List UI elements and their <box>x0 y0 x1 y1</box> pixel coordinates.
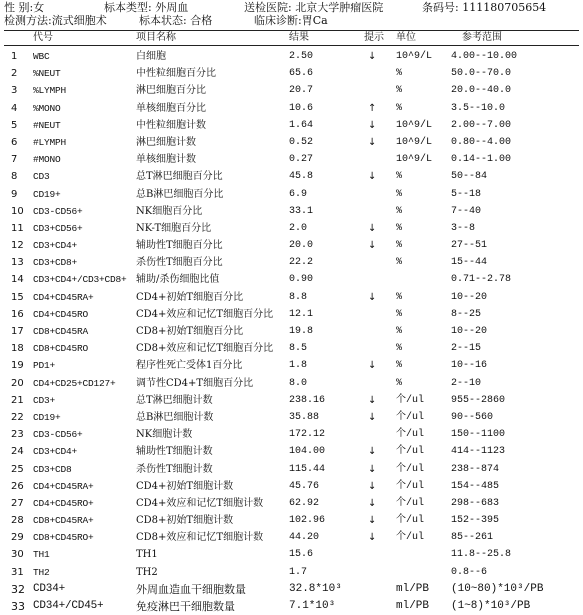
result-flag: ↓ <box>368 394 377 406</box>
row-number: 4 <box>11 102 18 114</box>
row-number: 6 <box>11 136 18 148</box>
result-unit: % <box>396 85 403 97</box>
item-code: TH2 <box>33 566 50 578</box>
result-unit: % <box>396 291 403 303</box>
reference-range: 3--8 <box>451 222 476 234</box>
table-row <box>0 271 583 288</box>
row-number: 33 <box>11 600 25 613</box>
item-code: TH1 <box>33 549 50 561</box>
item-name: 杀伤性T细胞百分比 <box>136 257 223 269</box>
result-flag: ↓ <box>368 171 377 183</box>
result-value: 7.1*10³ <box>289 600 336 612</box>
row-number: 31 <box>11 566 24 578</box>
table-row <box>0 220 583 237</box>
item-name: CD8+初始T细胞百分比 <box>136 326 244 337</box>
row-number: 30 <box>11 549 24 561</box>
item-name: CD8+效应和记忆T细胞百分比 <box>136 343 274 355</box>
result-value: 104.00 <box>289 446 326 458</box>
row-number: 3 <box>11 85 18 97</box>
row-number: 12 <box>11 240 24 252</box>
reference-range: 955--2860 <box>451 394 506 406</box>
table-row <box>0 443 583 460</box>
result-unit: ml/PB <box>396 600 430 612</box>
row-number: 9 <box>11 188 18 200</box>
item-code: CD4+CD45RA+ <box>33 291 94 303</box>
table-row <box>0 392 583 409</box>
row-number: 19 <box>11 360 24 372</box>
table-row <box>0 375 583 392</box>
diagnosis-field: 临床诊断:胃Ca <box>254 14 328 27</box>
item-name: NK-T细胞百分比 <box>136 222 212 234</box>
table-row <box>0 168 583 185</box>
row-number: 7 <box>11 154 18 166</box>
item-name: 总B淋巴细胞计数 <box>136 411 214 423</box>
result-value: 238.16 <box>289 394 326 406</box>
result-value: 45.76 <box>289 480 320 492</box>
row-number: 32 <box>11 582 25 596</box>
result-unit: % <box>396 377 403 389</box>
item-name: 白细胞 <box>136 51 166 62</box>
col-reference: 参考范围 <box>462 32 502 43</box>
item-name: 中性粒细胞百分比 <box>136 68 216 80</box>
result-value: 2.50 <box>289 51 314 62</box>
reference-range: 150--1100 <box>451 429 506 441</box>
item-code: CD4+CD25+CD127+ <box>33 377 116 389</box>
result-value: 32.8*10³ <box>289 582 342 595</box>
reference-range: 0.8--6 <box>451 566 488 578</box>
table-row <box>0 409 583 426</box>
reference-range: 2.00--7.00 <box>451 119 512 131</box>
item-name: 外周血造血干细胞数量 <box>136 582 246 596</box>
row-number: 1 <box>11 51 18 62</box>
item-code: WBC <box>33 51 50 62</box>
row-number: 13 <box>11 257 24 269</box>
reference-range: 20.0--40.0 <box>451 85 512 97</box>
item-code: CD3-CD56+ <box>33 205 83 217</box>
item-name: TH1 <box>136 549 158 561</box>
reference-range: 10--20 <box>451 291 488 303</box>
item-name: 辅助性T细胞百分比 <box>136 240 223 252</box>
result-value: 6.9 <box>289 188 308 200</box>
item-code: CD3+CD8+ <box>33 257 78 269</box>
item-code: %MONO <box>33 102 61 114</box>
result-value: 22.2 <box>289 257 314 269</box>
reference-range: 238--874 <box>451 463 500 475</box>
result-unit: 个/ul <box>396 463 425 475</box>
result-value: 115.44 <box>289 463 326 475</box>
item-code: CD19+ <box>33 411 61 423</box>
table-row <box>0 529 583 546</box>
result-value: 172.12 <box>289 429 326 441</box>
result-flag: ↓ <box>368 497 377 509</box>
result-value: 0.52 <box>289 136 314 148</box>
item-code: CD8+CD45RA+ <box>33 515 94 527</box>
result-value: 44.20 <box>289 532 320 544</box>
table-row <box>0 254 583 271</box>
result-unit: % <box>396 68 403 80</box>
item-name: CD4+初始T细胞百分比 <box>136 291 244 303</box>
row-number: 15 <box>11 291 24 303</box>
method-field: 检测方法:流式细胞术 <box>4 14 107 27</box>
barcode-field: 条码号: 111180705654 <box>422 1 547 14</box>
item-code: #LYMPH <box>33 136 67 148</box>
table-row <box>0 237 583 254</box>
row-number: 14 <box>11 274 24 286</box>
result-unit: 个/ul <box>396 497 425 509</box>
item-name: CD8+效应和记忆T细胞计数 <box>136 532 264 544</box>
row-number: 21 <box>11 394 24 406</box>
result-unit: 个/ul <box>396 411 425 423</box>
item-code: CD34+/CD45+ <box>33 600 104 612</box>
col-flag: 提示 <box>364 32 384 43</box>
table-row <box>0 546 583 563</box>
item-name: 杀伤性T细胞计数 <box>136 463 213 475</box>
result-value: 12.1 <box>289 308 314 320</box>
row-number: 28 <box>11 515 24 527</box>
reference-range: (1~8)*10³/PB <box>451 600 531 612</box>
table-row <box>0 426 583 443</box>
result-unit: % <box>396 308 403 320</box>
row-number: 29 <box>11 532 24 544</box>
result-unit: % <box>396 188 403 200</box>
item-name: CD4+效应和记忆T细胞计数 <box>136 497 264 509</box>
item-name: 总T淋巴细胞百分比 <box>136 171 223 183</box>
result-unit: % <box>396 326 403 337</box>
row-number: 2 <box>11 68 18 80</box>
reference-range: 15--44 <box>451 257 488 269</box>
table-row <box>0 581 583 598</box>
result-flag: ↓ <box>368 463 377 475</box>
result-flag: ↓ <box>368 411 377 423</box>
item-code: CD3+CD4+/CD3+CD8+ <box>33 274 127 286</box>
result-flag: ↓ <box>368 136 377 148</box>
reference-range: 10--20 <box>451 326 488 337</box>
table-row <box>0 564 583 581</box>
item-code: CD3 <box>33 171 50 183</box>
column-headers <box>0 31 583 45</box>
result-unit: 个/ul <box>396 446 425 458</box>
table-row <box>0 323 583 340</box>
result-value: 33.1 <box>289 205 314 217</box>
row-number: 5 <box>11 119 18 131</box>
result-value: 1.64 <box>289 119 314 131</box>
item-name: 辅助性T细胞计数 <box>136 446 213 458</box>
result-unit: 10^9/L <box>396 51 433 62</box>
table-row <box>0 65 583 82</box>
item-code: CD4+CD45RA+ <box>33 480 94 492</box>
item-name: 单核细胞百分比 <box>136 102 206 114</box>
report-header-line-2 <box>0 13 583 29</box>
col-result: 结果 <box>289 32 309 43</box>
result-value: 0.90 <box>289 274 314 286</box>
item-name: 淋巴细胞百分比 <box>136 85 206 97</box>
reference-range: 4.00--10.00 <box>451 51 518 62</box>
item-name: CD4+效应和记忆T细胞百分比 <box>136 308 274 320</box>
result-unit: 10^9/L <box>396 154 433 166</box>
table-row <box>0 357 583 374</box>
table-row <box>0 461 583 478</box>
reference-range: 154--485 <box>451 480 500 492</box>
result-value: 1.7 <box>289 566 308 578</box>
reference-range: 27--51 <box>451 240 488 252</box>
row-number: 24 <box>11 446 24 458</box>
result-table <box>0 48 583 615</box>
table-row <box>0 82 583 99</box>
table-row <box>0 598 583 615</box>
result-value: 35.88 <box>289 411 320 423</box>
reference-range: 85--261 <box>451 532 494 544</box>
item-name: 单核细胞计数 <box>136 154 196 166</box>
reference-range: 8--25 <box>451 308 482 320</box>
reference-range: 7--40 <box>451 205 482 217</box>
item-code: #NEUT <box>33 119 61 131</box>
table-row <box>0 117 583 134</box>
specimen-type-field: 标本类型: 外周血 <box>104 1 189 14</box>
row-number: 22 <box>11 411 24 423</box>
result-flag: ↓ <box>368 240 377 252</box>
table-row <box>0 151 583 168</box>
result-value: 10.6 <box>289 102 314 114</box>
col-code: 代号 <box>33 32 53 43</box>
item-code: CD3+CD8 <box>33 463 72 475</box>
table-row <box>0 203 583 220</box>
reference-range: 0.14--1.00 <box>451 154 512 166</box>
table-row <box>0 512 583 529</box>
item-code: CD3+ <box>33 394 56 406</box>
result-value: 62.92 <box>289 497 320 509</box>
row-number: 23 <box>11 429 24 441</box>
row-number: 25 <box>11 463 24 475</box>
row-number: 17 <box>11 326 24 337</box>
table-row <box>0 340 583 357</box>
result-value: 1.8 <box>289 360 308 372</box>
item-name: TH2 <box>136 566 158 578</box>
gender-field: 性 别:女 <box>4 1 45 14</box>
table-row <box>0 306 583 323</box>
item-code: CD8+CD45RO <box>33 343 89 355</box>
result-unit: % <box>396 257 403 269</box>
result-value: 19.8 <box>289 326 314 337</box>
result-unit: ml/PB <box>396 582 430 595</box>
result-unit: % <box>396 343 403 355</box>
result-value: 8.5 <box>289 343 308 355</box>
reference-range: 11.8--25.8 <box>451 549 512 561</box>
result-unit: % <box>396 240 403 252</box>
col-unit: 单位 <box>396 32 416 43</box>
item-name: NK细胞计数 <box>136 429 193 441</box>
row-number: 8 <box>11 171 18 183</box>
result-unit: % <box>396 102 403 114</box>
result-flag: ↓ <box>368 532 377 544</box>
reference-range: 0.71--2.78 <box>451 274 512 286</box>
result-flag: ↓ <box>368 480 377 492</box>
item-name: CD8+初始T细胞计数 <box>136 515 234 527</box>
result-value: 8.8 <box>289 291 308 303</box>
result-unit: 个/ul <box>396 394 425 406</box>
item-code: CD3+CD4+ <box>33 446 78 458</box>
row-number: 11 <box>11 222 24 234</box>
item-code: PD1+ <box>33 360 56 372</box>
result-value: 20.7 <box>289 85 314 97</box>
result-flag: ↓ <box>368 51 377 62</box>
result-flag: ↓ <box>368 119 377 131</box>
result-flag: ↓ <box>368 446 377 458</box>
result-value: 8.0 <box>289 377 308 389</box>
item-code: CD4+CD45RO <box>33 308 89 320</box>
item-code: CD34+ <box>33 582 66 595</box>
reference-range: 10--16 <box>451 360 488 372</box>
table-row <box>0 478 583 495</box>
result-value: 45.8 <box>289 171 314 183</box>
result-unit: % <box>396 360 403 372</box>
item-code: CD3-CD56+ <box>33 429 83 441</box>
result-flag: ↑ <box>368 102 377 114</box>
result-unit: % <box>396 222 403 234</box>
reference-range: 50.0--70.0 <box>451 68 512 80</box>
result-flag: ↓ <box>368 291 377 303</box>
specimen-status-field: 标本状态: 合格 <box>139 14 213 27</box>
result-value: 2.0 <box>289 222 308 234</box>
reference-range: 0.80--4.00 <box>451 136 512 148</box>
item-name: 调节性CD4+T细胞百分比 <box>136 377 254 389</box>
result-value: 65.6 <box>289 68 314 80</box>
result-unit: % <box>396 171 403 183</box>
item-name: 淋巴细胞计数 <box>136 136 196 148</box>
item-name: 程序性死亡受体1百分比 <box>136 360 243 372</box>
row-number: 10 <box>11 205 24 217</box>
col-name: 项目名称 <box>136 32 176 43</box>
result-value: 20.0 <box>289 240 314 252</box>
table-row <box>0 186 583 203</box>
item-name: NK细胞百分比 <box>136 205 203 217</box>
item-code: CD8+CD45RO+ <box>33 532 94 544</box>
reference-range: 5--18 <box>451 188 482 200</box>
result-unit: % <box>396 205 403 217</box>
item-name: 总T淋巴细胞计数 <box>136 394 213 406</box>
item-code: CD8+CD45RA <box>33 326 89 337</box>
result-unit: 个/ul <box>396 429 425 441</box>
item-name: 免疫淋巴干细胞数量 <box>136 600 235 613</box>
item-code: CD4+CD45RO+ <box>33 497 94 509</box>
result-flag: ↓ <box>368 360 377 372</box>
result-flag: ↓ <box>368 515 377 527</box>
table-row <box>0 48 583 65</box>
row-number: 18 <box>11 343 24 355</box>
reference-range: 298--683 <box>451 497 500 509</box>
reference-range: 152--395 <box>451 515 500 527</box>
reference-range: 2--15 <box>451 343 482 355</box>
reference-range: 90--560 <box>451 411 494 423</box>
result-flag: ↓ <box>368 222 377 234</box>
result-unit: 个/ul <box>396 480 425 492</box>
reference-range: (10~80)*10³/PB <box>451 582 544 595</box>
row-number: 16 <box>11 308 24 320</box>
reference-range: 2--10 <box>451 377 482 389</box>
item-name: 总B淋巴细胞百分比 <box>136 188 224 200</box>
header-divider-bottom <box>4 45 579 46</box>
row-number: 27 <box>11 497 24 509</box>
table-row <box>0 100 583 117</box>
table-row <box>0 495 583 512</box>
item-name: CD4+初始T细胞计数 <box>136 480 234 492</box>
result-value: 15.6 <box>289 549 314 561</box>
row-number: 26 <box>11 480 24 492</box>
row-number: 20 <box>11 377 24 389</box>
result-value: 0.27 <box>289 154 314 166</box>
result-unit: 10^9/L <box>396 119 433 131</box>
result-value: 102.96 <box>289 515 326 527</box>
reference-range: 50--84 <box>451 171 488 183</box>
reference-range: 3.5--10.0 <box>451 102 506 114</box>
table-row <box>0 134 583 151</box>
result-unit: 个/ul <box>396 515 425 527</box>
item-code: CD3+CD56+ <box>33 222 83 234</box>
item-name: 辅助/杀伤细胞比值 <box>136 274 220 286</box>
reference-range: 414--1123 <box>451 446 506 458</box>
table-row <box>0 289 583 306</box>
item-code: %LYMPH <box>33 85 67 97</box>
hospital-field: 送检医院: 北京大学肿瘤医院 <box>244 1 384 14</box>
item-code: #MONO <box>33 154 61 166</box>
item-code: CD3+CD4+ <box>33 240 78 252</box>
item-name: 中性粒细胞计数 <box>136 119 206 131</box>
item-code: %NEUT <box>33 68 61 80</box>
item-code: CD19+ <box>33 188 61 200</box>
result-unit: 10^9/L <box>396 136 433 148</box>
result-unit: 个/ul <box>396 532 425 544</box>
